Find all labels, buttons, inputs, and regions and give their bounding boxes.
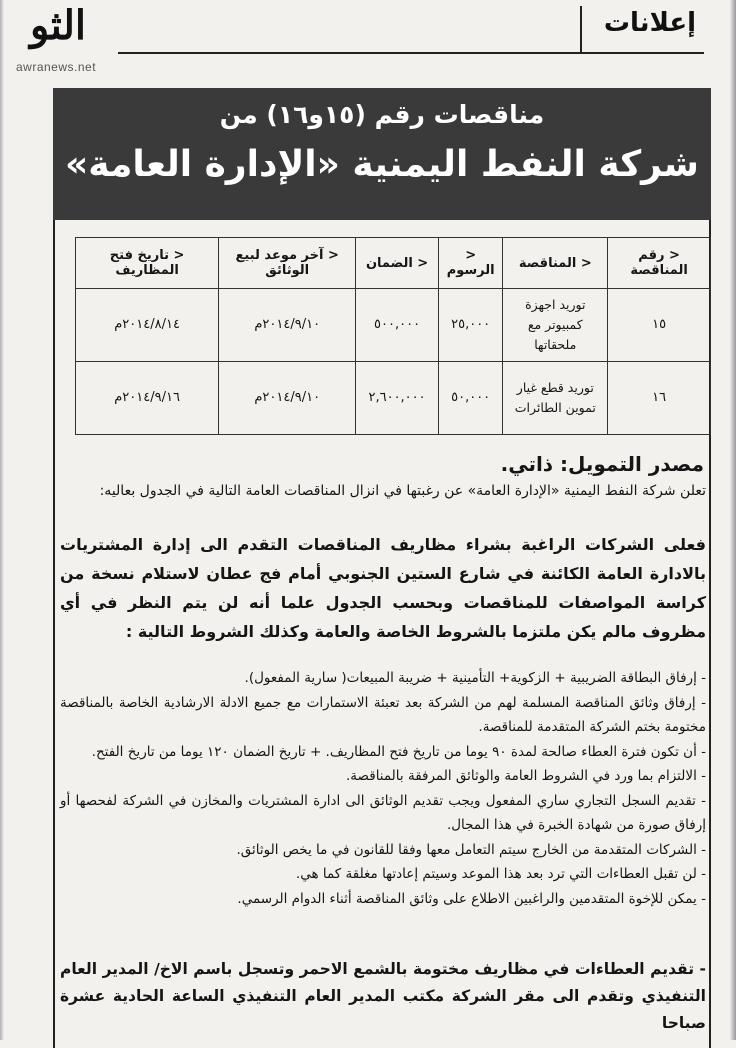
header-last-sale-date: < آخر موعد لبيع الوثائق <box>219 238 356 289</box>
cell-last-sale-date: ٢٠١٤/٩/١٠م <box>219 362 356 435</box>
header-guarantee: < الضمان <box>356 238 439 289</box>
submission-paragraph: - تقديم العطاءات في مظاريف مختومة بالشمع الاحمر وتسجل باسم الاخ/ المدير العام التنفيذي وتقدم الى مقر الشركة مكتب المدير العام التنفيذي الساعة الحادية عشرة صباحا <box>60 956 706 1037</box>
header-tender-number: < رقم المناقصة <box>608 238 711 289</box>
logo-url: awranews.net <box>16 60 97 74</box>
title-line2: شركة النفط اليمنية «الإدارة العامة» <box>65 144 699 185</box>
header-opening-date: < تاريخ فتح المظاريف <box>76 238 219 289</box>
scan-edge-right <box>730 0 736 1040</box>
tender-table <box>75 237 711 435</box>
list-item: - الشركات المتقدمة من الخارج سيتم التعامل معها وفقا للقانون في ما يخص الوثائق. <box>60 838 706 863</box>
list-item: - أن تكون فترة العطاء صالحة لمدة ٩٠ يوما من تاريخ فتح المظاريف. + تاريخ الضمان ١٢٠ يوما من تاريخ الفتح. <box>60 740 706 765</box>
list-item: - لن تقبل العطاءات التي ترد بعد هذا الموعد وسيتم إعادتها مغلقة كما هي. <box>60 862 706 887</box>
cell-opening-date: ٢٠١٤/٩/١٦م <box>76 362 219 435</box>
logo-text: الثو <box>30 2 87 49</box>
list-item: - يمكن للإخوة المتقدمين والراغبين الاطلاع على وثائق المناقصة أثناء الدوام الرسمي. <box>60 887 706 912</box>
list-item: - إرفاق البطاقة الضريبية + الزكوية+ التأمينية + ضريبة المبيعات( سارية المفعول). <box>60 666 706 691</box>
cell-last-sale-date: ٢٠١٤/٩/١٠م <box>219 289 356 362</box>
table-row <box>76 362 711 435</box>
header-tender: < المناقصة <box>503 238 608 289</box>
cell-fees: ٢٥,٠٠٠ <box>438 289 503 362</box>
conditions-list <box>60 666 706 911</box>
scan-edge-left <box>0 0 4 1040</box>
cell-fees: ٥٠,٠٠٠ <box>438 362 503 435</box>
title-line1: مناقصات رقم (١٥و١٦) من <box>219 100 545 129</box>
newspaper-logo <box>8 2 118 54</box>
intro-paragraph: تعلن شركة النفط اليمنية «الإدارة العامة» عن رغبتها في انزال المناقصات العامة التالية في الجدول بعاليه: <box>99 483 706 499</box>
section-label: إعلانات <box>603 8 696 38</box>
cell-guarantee: ٥٠٠,٠٠٠ <box>356 289 439 362</box>
list-item: - الالتزام بما ورد في الشروط العامة والوثائق المرفقة بالمناقصة. <box>60 764 706 789</box>
funding-source: مصدر التمويل: ذاتي. <box>500 452 704 476</box>
instructions-paragraph: فعلى الشركات الراغبة بشراء مظاريف المناقصات التقدم الى إدارة المشتريات بالادارة العامة الكائنة في شارع الستين الجنوبي أمام فج عطان لاستلام نسخة من كراسة المواصفات للمناقصات وبحسب الجدول علما أنه لن يتم النظر في أي مظروف مالم يكن ملتزما بالشروط الخاصة والعامة وكذلك الشروط التالية : <box>60 535 706 641</box>
cell-guarantee: ٢,٦٠٠,٠٠٠ <box>356 362 439 435</box>
cell-tender: توريد قطع غيار تموين الطائرات <box>503 362 608 435</box>
cell-opening-date: ٢٠١٤/٨/١٤م <box>76 289 219 362</box>
table-row <box>76 289 711 362</box>
cell-tender-number: ١٦ <box>608 362 711 435</box>
header-divider <box>580 6 582 52</box>
list-item: - تقديم السجل التجاري ساري المفعول ويجب تقديم الوثائق الى ادارة المشتريات والمخازن في الشركة لفحصها أو إرفاق صورة من شهادة الخبرة في هذا المجال. <box>60 789 706 838</box>
list-item: - إرفاق وثائق المناقصة المسلمة لهم من الشركة بعد تعبئة الاستمارات مع جميع الادلة الارشادية الخاصة بالمناقصة مختومة بختم الشركة المتقدمة للمناقصة. <box>60 691 706 740</box>
cell-tender-number: ١٥ <box>608 289 711 362</box>
header-rule <box>118 52 704 54</box>
header-fees: < الرسوم <box>438 238 503 289</box>
table-header-row <box>76 238 711 289</box>
cell-tender: توريد اجهزة كمبيوتر مع ملحقاتها <box>503 289 608 362</box>
